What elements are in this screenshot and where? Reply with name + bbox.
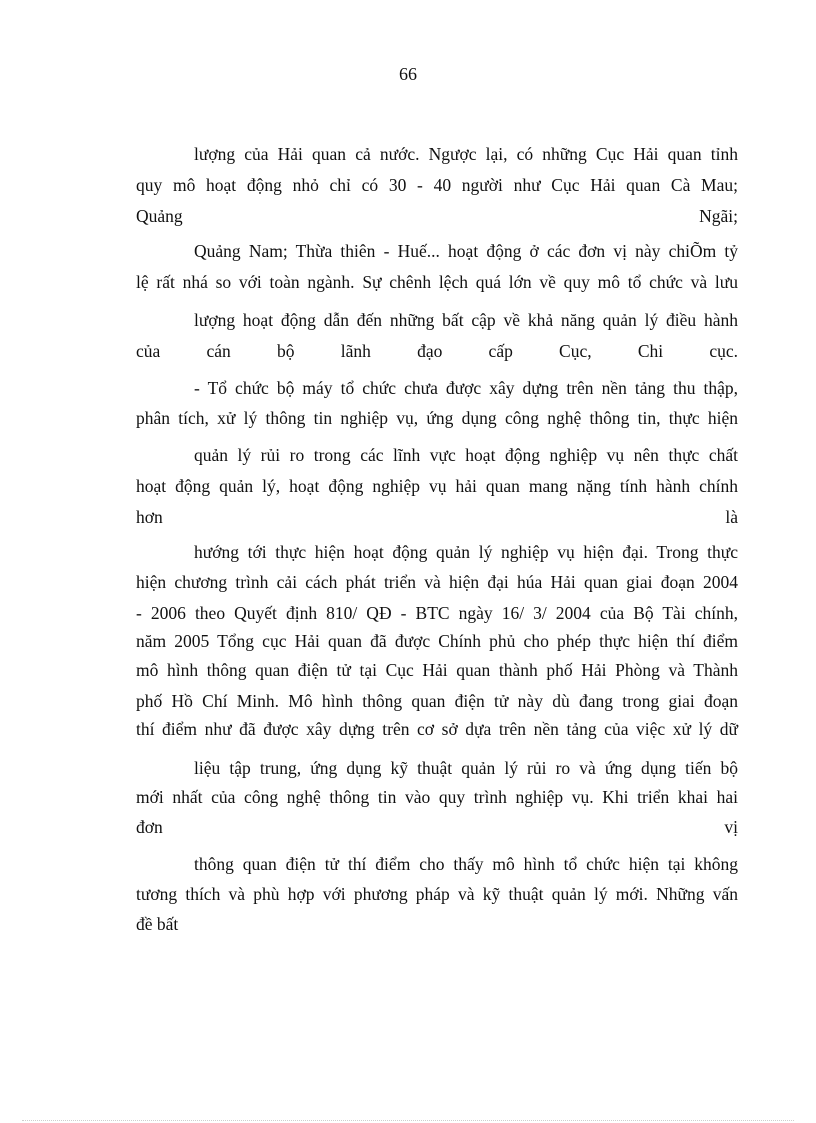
text-line: lệ rất nhá so với toàn ngành. Sự chênh lệch quá lớn về quy mô tổ chức và lưu [136,272,738,292]
text-line: - Tổ chức bộ máy tổ chức chưa được xây dựng trên nền tảng thu thập, [194,378,738,398]
text-line: đơn vị [136,817,738,837]
text-line: đề bất [136,914,179,934]
text-line: phố Hồ Chí Minh. Mô hình thông quan điện tử này dù đang trong giai đoạn [136,691,738,711]
text-line: Quảng Nam; Thừa thiên - Huế... hoạt động ở các đơn vị này chiÕm tỷ [194,241,738,261]
text-line: lượng của Hải quan cả nước. Ngược lại, có những Cục Hải quan tỉnh [194,144,738,164]
page-number: 66 [399,64,417,84]
text-line: của cán bộ lãnh đạo cấp Cục, Chi cục. [136,341,738,361]
text-line: hơn là [136,507,738,527]
text-line: hiện chương trình cải cách phát triển và hiện đại húa Hải quan giai đoạn 2004 [136,572,738,592]
text-line: lượng hoạt động dẫn đến những bất cập về khả năng quản lý điều hành [194,310,738,330]
text-line: phân tích, xử lý thông tin nghiệp vụ, ứng dụng công nghệ thông tin, thực hiện [136,408,738,428]
text-line: hoạt động quản lý, hoạt động nghiệp vụ hải quan mang nặng tính hành chính [136,476,738,496]
text-line: thông quan điện tử thí điểm cho thấy mô hình tổ chức hiện tại không [194,854,738,874]
text-line: thí điểm như đã được xây dựng trên cơ sở dựa trên nền tảng của việc xử lý dữ [136,719,738,739]
text-line: tương thích và phù hợp với phương pháp và kỹ thuật quản lý mới. Những vấn [136,884,738,904]
text-line: quản lý rủi ro trong các lĩnh vực hoạt động nghiệp vụ nên thực chất [194,445,738,465]
text-line: Quảng Ngãi; [136,206,738,226]
text-line: mới nhất của công nghệ thông tin vào quy trình nghiệp vụ. Khi triển khai hai [136,787,738,807]
text-line: năm 2005 Tổng cục Hải quan đã được Chính phủ cho phép thực hiện thí điểm [136,631,738,651]
text-line: hướng tới thực hiện hoạt động quản lý nghiệp vụ hiện đại. Trong thực [194,542,738,562]
text-line: liệu tập trung, ứng dụng kỹ thuật quản lý rủi ro và ứng dụng tiến bộ [194,758,738,778]
text-line: quy mô hoạt động nhỏ chỉ có 30 - 40 người như Cục Hải quan Cà Mau; [136,175,738,195]
text-line: mô hình thông quan điện tử tại Cục Hải quan thành phố Hải Phòng và Thành [136,660,738,680]
text-line: - 2006 theo Quyết định 810/ QĐ - BTC ngày 16/ 3/ 2004 của Bộ Tài chính, [136,603,738,623]
page-edge-divider [22,1120,794,1121]
